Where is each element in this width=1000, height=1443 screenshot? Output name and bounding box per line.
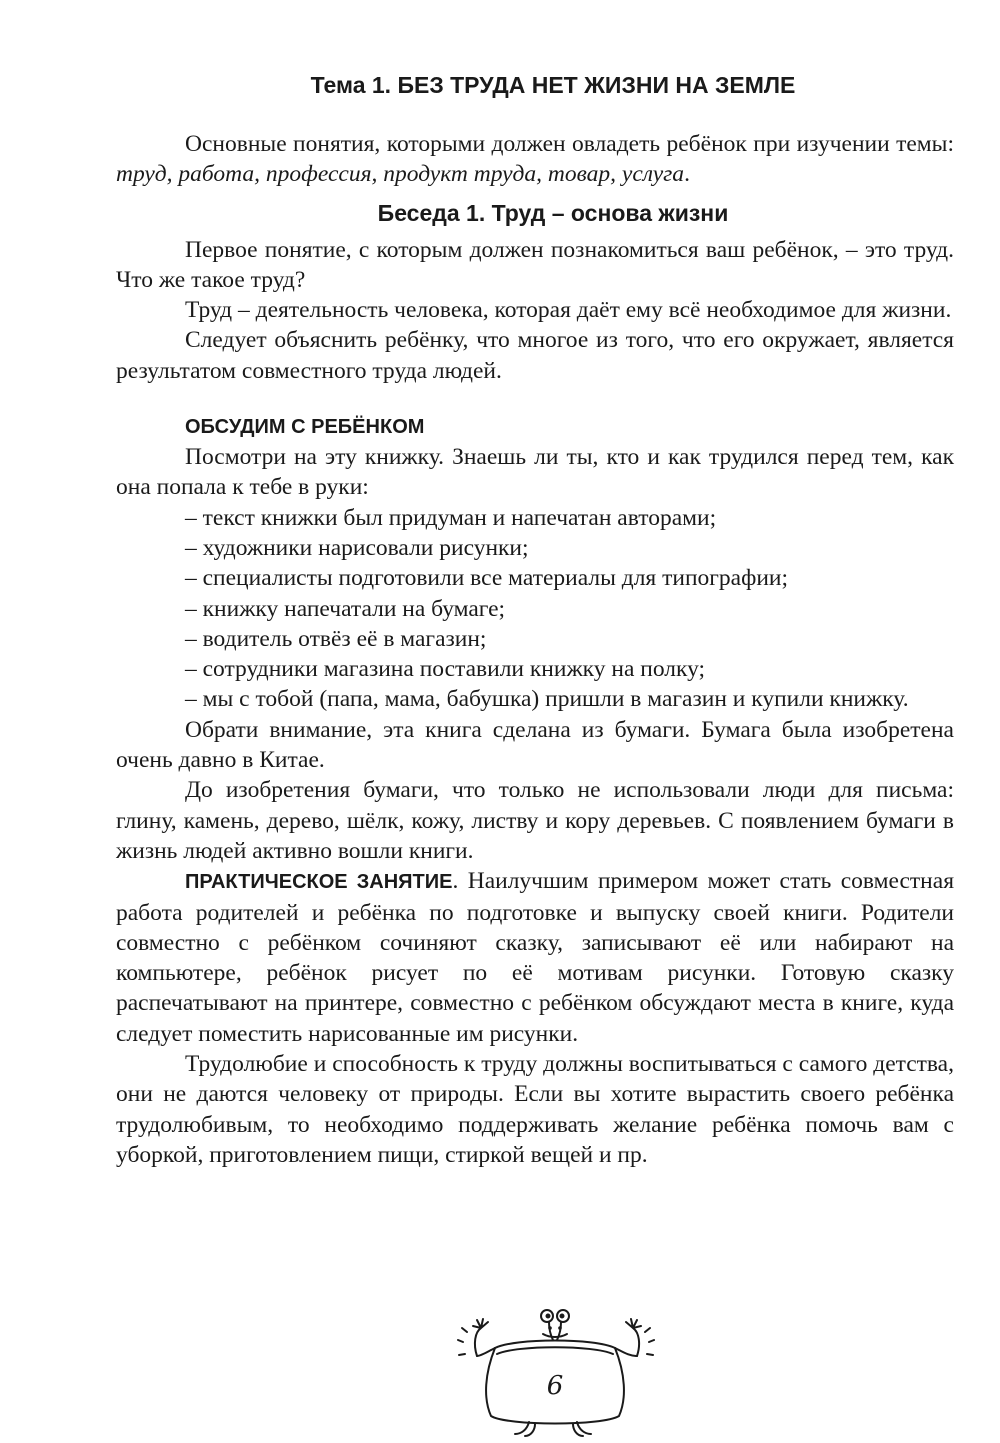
list-item: – водитель отвёз её в магазин; — [185, 625, 487, 652]
page-number: 6 — [546, 1371, 564, 1401]
paragraph: До изобретения бумаги, что только не использовали люди для письма: глину, камень, дерево, шёлк, кожу, листву и кору деревьев. С появлением бумаги в жизнь людей активно вошли книги. — [116, 777, 954, 864]
intro-end: . — [684, 161, 690, 188]
list-item: – сотрудники магазина поставили книжку на полку; — [185, 656, 706, 683]
paragraph: Следует объяснить ребёнку, что многое из того, что его окружает, является результатом совместного труда людей. — [116, 327, 954, 384]
practice-paragraph — [116, 866, 954, 1049]
topic-heading: Тема 1. БЕЗ ТРУДА НЕТ ЖИЗНИ НА ЗЕМЛЕ — [310, 72, 796, 98]
paragraph: Первое понятие, с которым должен познакомиться ваш ребёнок, – это труд. Что же такое труд? — [116, 236, 954, 293]
practice-text: . Наилучшим примером может стать совместная работа родителей и ребёнка по подготовке и выпуску своей книги. Родители совместно с ребёнком сочиняют сказку, записывают её или набирают на компьютере, ребёнок рисует по её мотивам рисунки. Готовую сказку распечатывают на принтере, совместно с ребёнком обсуждают места в книге, куда следует поместить нарисованные им рисунки. — [116, 868, 955, 1047]
discuss-lead: Посмотри на эту книжку. Знаешь ли ты, кто и как трудился перед тем, как она попала к тебе в руки: — [116, 444, 954, 501]
page-content — [116, 72, 954, 1170]
purse-mascot-illustration — [455, 1298, 655, 1438]
conversation-heading: Беседа 1. Труд – основа жизни — [377, 199, 729, 226]
list-item: – текст книжки был придуман и напечатан авторами; — [185, 504, 717, 531]
list-item: – специалисты подготовили все материалы для типографии; — [185, 565, 789, 592]
paragraph: Обрати внимание, эта книга сделана из бумаги. Бумага была изобретена очень давно в Китае. — [116, 716, 954, 774]
list-item: – художники нарисовали рисунки; — [185, 534, 529, 561]
list-item: – книжку напечатали на бумаге; — [185, 595, 506, 622]
page-mascot — [455, 1298, 655, 1438]
paragraph: Труд – деятельность человека, которая даёт ему всё необходимое для жизни. — [185, 297, 952, 324]
book-making-list — [116, 503, 954, 715]
closing-paragraph: Трудолюбие и способность к труду должны воспитываться с самого детства, они не даются человеку от природы. Если вы хотите вырастить своего ребёнка трудолюбивым, то необходимо поддерживать желание ребёнка помочь вам с уборкой, приготовлением пищи, стиркой вещей и пр. — [116, 1051, 954, 1168]
discuss-heading: ОБСУДИМ С РЕБЁНКОМ — [185, 416, 425, 439]
list-item: – мы с тобой (папа, мама, бабушка) пришли в магазин и купили книжку. — [185, 686, 909, 713]
intro-text: Основные понятия, которыми должен овладеть ребёнок при изучении темы: — [185, 131, 954, 157]
practice-label: ПРАКТИЧЕСКОЕ ЗАНЯТИЕ — [185, 871, 453, 894]
intro-terms: труд, работа, профессия, продукт труда, товар, услуга — [116, 161, 685, 188]
intro-paragraph — [116, 129, 954, 190]
